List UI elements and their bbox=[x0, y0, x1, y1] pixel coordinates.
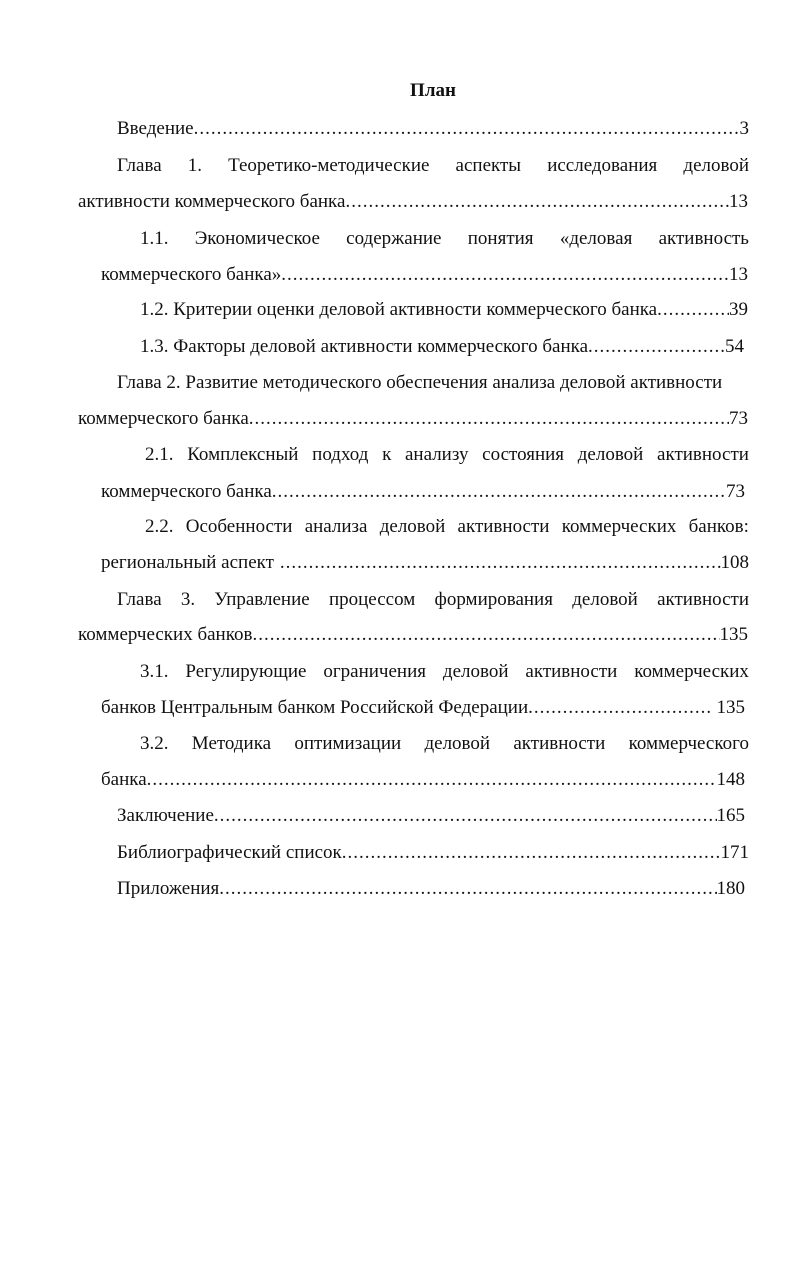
word: деловой bbox=[442, 661, 509, 682]
entry-text: коммерческого банка» bbox=[101, 264, 282, 285]
toc-entry-conclusion bbox=[117, 803, 745, 829]
entry-text: коммерческого банка bbox=[78, 408, 249, 429]
word: коммерческих bbox=[634, 661, 749, 682]
word: 2.2. bbox=[145, 516, 174, 537]
word: деловой bbox=[424, 733, 491, 754]
word: Глава bbox=[117, 589, 162, 610]
word: аспекты bbox=[455, 155, 522, 176]
entry-text: банков Центральным банком Российской Федерации bbox=[101, 697, 529, 718]
page-number: 39 bbox=[729, 299, 748, 320]
page-number: 73 bbox=[729, 408, 748, 429]
word: Особенности bbox=[185, 516, 293, 537]
leader-dots bbox=[219, 876, 716, 902]
word: Комплексный bbox=[187, 444, 299, 465]
word: деловой bbox=[379, 516, 446, 537]
leader-dots bbox=[194, 116, 740, 142]
toc-entry-chapter1-line2 bbox=[78, 189, 748, 215]
toc-entry-chapter2-line2 bbox=[78, 406, 748, 432]
entry-text: коммерческих банков bbox=[78, 624, 253, 645]
word: анализу bbox=[405, 444, 469, 465]
leader-dots bbox=[528, 695, 710, 721]
entry-text: 1.3. Факторы деловой активности коммерческого банка bbox=[140, 336, 589, 357]
word: Глава bbox=[117, 155, 162, 176]
leader-dots bbox=[345, 189, 729, 215]
toc-entry-2-2-line2 bbox=[101, 550, 749, 576]
toc-entry-3-1-line2 bbox=[101, 695, 745, 721]
word: подход bbox=[312, 444, 369, 465]
word: активности bbox=[525, 661, 618, 682]
page-number: 135 bbox=[719, 624, 748, 645]
word: формирования bbox=[434, 589, 553, 610]
toc-entry-3-2-line2 bbox=[101, 767, 745, 793]
toc-entry-3-1-line1 bbox=[140, 659, 749, 685]
word: активности bbox=[657, 589, 749, 610]
word: исследования bbox=[547, 155, 658, 176]
page-number: 135 bbox=[716, 697, 745, 718]
word: Управление bbox=[214, 589, 310, 610]
leader-dots bbox=[249, 406, 729, 432]
word: активности bbox=[457, 516, 550, 537]
word: деловой bbox=[577, 444, 644, 465]
entry-text: активности коммерческого банка bbox=[78, 191, 346, 212]
leader-dots bbox=[272, 479, 726, 505]
leader-dots bbox=[657, 297, 729, 323]
page-number: 108 bbox=[720, 552, 749, 573]
word: к bbox=[382, 444, 392, 465]
word: активности bbox=[657, 444, 749, 465]
leader-dots bbox=[588, 334, 725, 360]
page-number: 54 bbox=[725, 336, 744, 357]
toc-entry-2-1-line2 bbox=[101, 479, 745, 505]
page-number: 3 bbox=[739, 118, 749, 139]
toc-entry-1-1-line1 bbox=[140, 226, 749, 252]
word: активность bbox=[658, 228, 749, 249]
entry-text: Приложения bbox=[117, 878, 220, 899]
word: коммерческого bbox=[628, 733, 749, 754]
leader-dots bbox=[147, 767, 717, 793]
word: 3.2. bbox=[140, 733, 169, 754]
leader-dots bbox=[281, 262, 729, 288]
word: коммерческих bbox=[561, 516, 677, 537]
word: 3.1. bbox=[140, 661, 169, 682]
page-number: 180 bbox=[716, 878, 745, 899]
word: банков: bbox=[688, 516, 749, 537]
toc-entry-bibliography bbox=[117, 840, 749, 866]
page-number: 148 bbox=[716, 769, 745, 790]
leader-dots bbox=[342, 840, 721, 866]
toc-entry-1-3 bbox=[140, 334, 744, 360]
toc-entry-1-2 bbox=[140, 297, 748, 323]
word: ограничения bbox=[323, 661, 426, 682]
toc-entry-chapter1-line1 bbox=[117, 153, 749, 179]
toc-entry-2-1-line1 bbox=[145, 442, 749, 468]
toc-entry-appendix bbox=[117, 876, 745, 902]
word: 1.1. bbox=[140, 228, 169, 249]
word: Методика bbox=[191, 733, 272, 754]
entry-text: Глава 2. Развитие методического обеспечения анализа деловой активности bbox=[117, 372, 723, 393]
word: Теоретико-методические bbox=[228, 155, 430, 176]
word: Регулирующие bbox=[185, 661, 307, 682]
toc-entry-chapter3-line2 bbox=[78, 622, 748, 648]
word: анализа bbox=[304, 516, 368, 537]
page-number: 13 bbox=[729, 264, 748, 285]
word: 2.1. bbox=[145, 444, 174, 465]
word: «деловая bbox=[559, 228, 633, 249]
word: 1. bbox=[187, 155, 202, 176]
entry-text: коммерческого банка bbox=[101, 481, 272, 502]
word: деловой bbox=[572, 589, 638, 610]
word: деловой bbox=[683, 155, 749, 176]
toc-entry-1-1-line2 bbox=[101, 262, 748, 288]
word: Экономическое bbox=[194, 228, 320, 249]
toc-entry-chapter2-line1 bbox=[117, 370, 749, 396]
entry-text: Заключение bbox=[117, 805, 214, 826]
word: активности bbox=[513, 733, 606, 754]
leader-dots bbox=[252, 622, 719, 648]
page-title: План bbox=[410, 80, 456, 101]
entry-text: региональный аспект bbox=[101, 552, 274, 573]
entry-text: 1.2. Критерии оценки деловой активности коммерческого банка bbox=[140, 299, 658, 320]
toc-entry-intro bbox=[117, 116, 749, 142]
word: 3. bbox=[180, 589, 196, 610]
toc-entry-chapter3-line1 bbox=[117, 587, 749, 613]
entry-text: Библиографический список bbox=[117, 842, 342, 863]
word: понятия bbox=[467, 228, 534, 249]
toc-entry-2-2-line1 bbox=[145, 514, 749, 540]
leader-dots bbox=[280, 550, 721, 576]
page-number: 73 bbox=[726, 481, 745, 502]
page-number: 165 bbox=[716, 805, 745, 826]
leader-dots bbox=[214, 803, 717, 829]
toc-entry-3-2-line1 bbox=[140, 731, 749, 757]
word: процессом bbox=[328, 589, 416, 610]
page-number: 171 bbox=[720, 842, 749, 863]
entry-text: банка bbox=[101, 769, 147, 790]
word: состояния bbox=[482, 444, 565, 465]
word: содержание bbox=[346, 228, 442, 249]
page-number: 13 bbox=[729, 191, 748, 212]
entry-text: Введение bbox=[117, 118, 194, 139]
word: оптимизации bbox=[294, 733, 402, 754]
